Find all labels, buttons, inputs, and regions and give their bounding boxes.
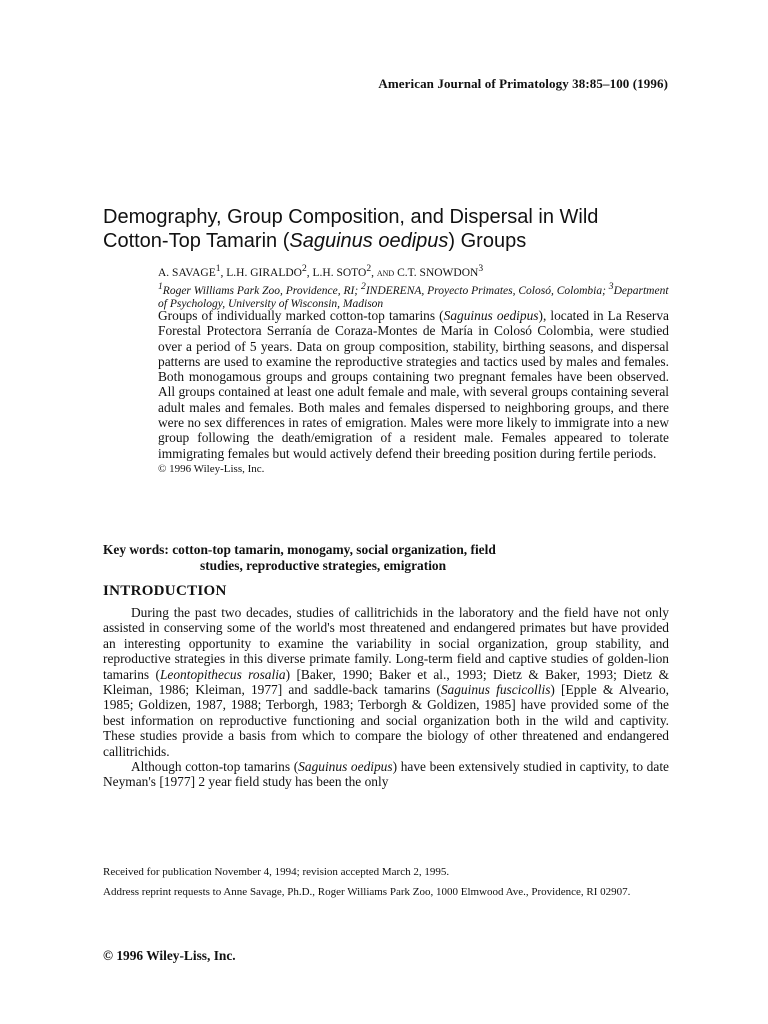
aff-2: INDERENA, Proyecto Primates, Colosó, Colombia; — [365, 284, 609, 297]
intro-p2-text-a: Although cotton-top tamarins ( — [131, 759, 299, 775]
abstract-copyright: © 1996 Wiley-Liss, Inc. — [158, 462, 265, 475]
author-1-sup: 1 — [215, 263, 221, 274]
author-4: C.T. SNOWDON — [394, 266, 479, 279]
title-species: Saguinus oedipus — [289, 230, 449, 252]
author-2: , L.H. GIRALDO — [220, 266, 302, 279]
intro-paragraph-2 — [103, 759, 669, 790]
footnotes — [103, 866, 669, 905]
author-list — [158, 262, 678, 280]
keywords-line-2: studies, reproductive strategies, emigration — [200, 558, 447, 573]
author-and: , and — [371, 266, 395, 279]
aff-3: Department of Psychology, University of Wisconsin, Madison — [158, 284, 669, 310]
abstract-text-b: ), located in La Reserva Forestal Protectora Serranía de Coraza-Montes de María in Colosó Colombia, were studied over a period of 5 years. Data on group composition, stability, birthing seasons, and dispersal patterns are used to examine the reproductive strategies and tactics used by males and females. Both monogamous groups and groups containing two pregnant females have been observed. All groups contained at least one adult female and male, with several groups containing several adult males and females. Both males and females dispersed to neighboring groups, and there were no sex differences in rates of emigration. Males were more likely to immigrate into a new group following the death/emigration of a resident male. Females appeared to tolerate immigrating females but would actively defend their breeding position during fertile periods. — [158, 308, 669, 461]
page-copyright: © 1996 Wiley-Liss, Inc. — [103, 948, 236, 963]
keywords — [103, 542, 669, 574]
article-title — [103, 205, 683, 253]
abstract-species: Saguinus oedipus — [443, 308, 539, 323]
aff-2-sup: 2 — [361, 280, 366, 292]
author-3: , L.H. SOTO — [306, 266, 367, 279]
intro-paragraph-1 — [103, 605, 669, 759]
intro-p1-text-b: ) [Baker, 1990; Baker et al., 1993; Dietz & Baker, 1993; Dietz & Kleiman, 1986; Kleiman, 1977] and saddle-back tamarins ( — [103, 666, 669, 698]
title-line-2-end: ) Groups — [448, 230, 527, 252]
abstract-text-a: Groups of individually marked cotton-top tamarins ( — [158, 308, 444, 323]
author-1: A. SAVAGE — [158, 266, 216, 279]
aff-1: Roger Williams Park Zoo, Providence, RI; — [162, 284, 362, 297]
author-3-sup: 2 — [366, 263, 372, 274]
footnote-received: Received for publication November 4, 1994; revision accepted March 2, 1995. — [103, 866, 450, 878]
title-line-2-start: Cotton-Top Tamarin ( — [103, 230, 290, 252]
aff-1-sup: 1 — [158, 280, 163, 292]
intro-p1-species-2: Saguinus fuscicollis — [440, 682, 551, 698]
abstract — [158, 308, 669, 477]
author-2-sup: 2 — [301, 263, 307, 274]
section-heading-introduction: INTRODUCTION — [103, 583, 227, 599]
keywords-line-1: cotton-top tamarin, monogamy, social organization, field — [168, 542, 496, 557]
introduction-body — [103, 605, 669, 790]
author-block — [158, 262, 678, 311]
aff-3-sup: 3 — [608, 280, 614, 292]
author-4-sup: 3 — [478, 263, 484, 274]
intro-p2-text-b: ) have been extensively studied in captivity, to date Neyman's [1977] 2 year field study has been the only — [103, 759, 669, 790]
intro-p1-text-c: ) [Epple & Alveario, 1985; Goldizen, 1987, 1988; Terborgh, 1983; Terborgh & Goldizen, 1985] have provided some of the best information on reproductive functioning and social organization both in the wild and captivity. These studies provide a basis from which to compare the biology of other threatened and endangered callitrichids. — [103, 682, 669, 759]
intro-p2-species: Saguinus oedipus — [298, 759, 393, 775]
affiliations — [158, 280, 678, 311]
intro-p1-species-1: Leontopithecus rosalia — [159, 666, 286, 682]
journal-citation: American Journal of Primatology 38:85–100 (1996) — [378, 76, 668, 91]
title-line-1: Demography, Group Composition, and Dispersal in Wild — [103, 206, 599, 228]
keywords-label: Key words: — [103, 542, 169, 557]
intro-p1-text-a: During the past two decades, studies of callitrichids in the laboratory and the field have not only assisted in conserving some of the world's most threatened and endangered primates but have provided an interesting opportunity to examine the variability in social organization, group stability, and reproductive strategies in this diverse primate family. Long-term field and captive studies of golden-lion tamarins ( — [103, 605, 669, 682]
footnote-address: Address reprint requests to Anne Savage, Ph.D., Roger Williams Park Zoo, 1000 Elmwood Ave., Providence, RI 02907. — [103, 885, 631, 898]
